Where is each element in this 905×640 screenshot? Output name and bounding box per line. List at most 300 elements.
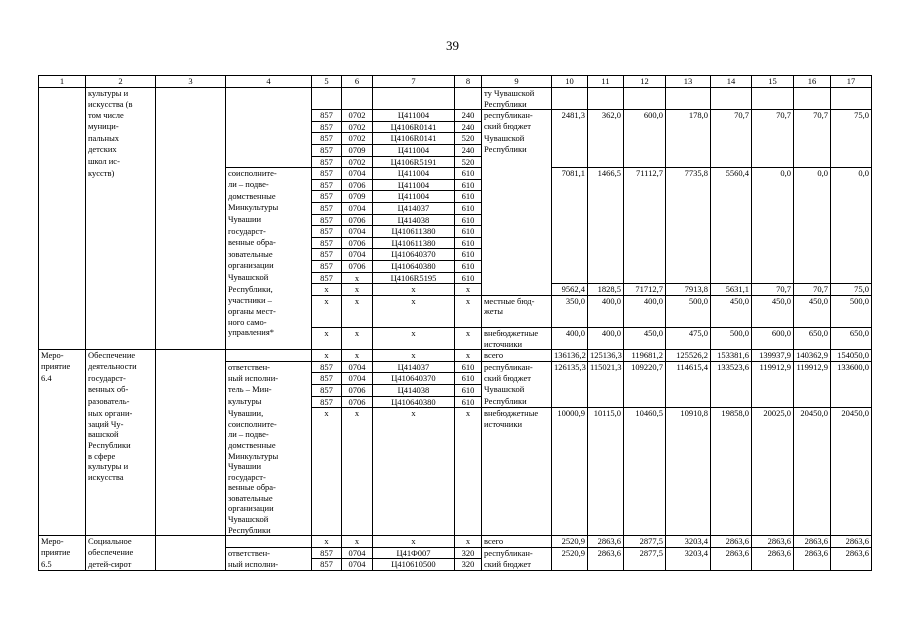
table-cell bbox=[624, 99, 666, 110]
table-cell: зовательные bbox=[226, 493, 312, 504]
table-cell: 70,7 bbox=[752, 110, 794, 122]
table-cell: x bbox=[312, 295, 342, 306]
table-cell: 10910,8 bbox=[666, 408, 711, 419]
table-cell bbox=[624, 214, 666, 226]
table-cell bbox=[342, 306, 373, 317]
table-row bbox=[39, 156, 872, 168]
table-cell bbox=[86, 179, 156, 191]
table-cell bbox=[624, 419, 666, 430]
table-cell bbox=[455, 461, 482, 472]
table-cell bbox=[624, 472, 666, 483]
table-row bbox=[39, 514, 872, 525]
table-cell: домственные bbox=[226, 191, 312, 203]
table-cell: 115021,3 bbox=[588, 361, 624, 373]
table-cell: 2863,6 bbox=[831, 547, 872, 559]
table-cell bbox=[752, 559, 794, 571]
table-cell bbox=[624, 339, 666, 350]
table-cell: 362,0 bbox=[588, 110, 624, 122]
table-row bbox=[39, 327, 872, 338]
table-row bbox=[39, 461, 872, 472]
table-cell: жеты bbox=[482, 306, 552, 317]
table-cell bbox=[39, 525, 86, 536]
table-cell: Минкультуры bbox=[226, 202, 312, 214]
column-header: 8 bbox=[455, 76, 482, 88]
table-cell: 400,0 bbox=[588, 327, 624, 338]
table-cell bbox=[624, 121, 666, 133]
table-cell bbox=[39, 168, 86, 180]
table-cell bbox=[624, 191, 666, 203]
table-cell bbox=[831, 306, 872, 317]
table-cell bbox=[831, 396, 872, 408]
table-cell: 650,0 bbox=[794, 327, 831, 338]
table-cell: 10115,0 bbox=[588, 408, 624, 419]
table-cell: 450,0 bbox=[752, 295, 794, 306]
table-cell bbox=[794, 272, 831, 284]
table-cell bbox=[552, 202, 588, 214]
table-cell bbox=[455, 419, 482, 430]
table-cell bbox=[752, 249, 794, 261]
table-cell: 7081,1 bbox=[552, 168, 588, 180]
table-cell bbox=[39, 408, 86, 419]
table-cell: 2520,9 bbox=[552, 536, 588, 548]
table-cell bbox=[86, 339, 156, 350]
table-cell bbox=[373, 429, 455, 440]
table-cell bbox=[666, 191, 711, 203]
table-cell bbox=[455, 306, 482, 317]
table-cell: 2863,6 bbox=[794, 547, 831, 559]
table-cell: организации bbox=[226, 260, 312, 272]
table-cell bbox=[794, 482, 831, 493]
table-cell bbox=[794, 191, 831, 203]
table-cell bbox=[752, 339, 794, 350]
table-cell bbox=[86, 525, 156, 536]
table-cell bbox=[794, 260, 831, 272]
table-cell bbox=[666, 226, 711, 238]
table-cell: 0704 bbox=[342, 361, 373, 373]
table-cell bbox=[588, 99, 624, 110]
table-cell: ответствен- bbox=[226, 361, 312, 373]
table-cell bbox=[156, 168, 226, 180]
table-cell: 20025,0 bbox=[752, 408, 794, 419]
table-cell: 2877,5 bbox=[624, 547, 666, 559]
table-cell bbox=[752, 384, 794, 396]
table-cell bbox=[794, 461, 831, 472]
table-cell bbox=[831, 272, 872, 284]
table-cell bbox=[588, 179, 624, 191]
table-cell bbox=[831, 317, 872, 328]
table-cell bbox=[373, 440, 455, 451]
table-cell bbox=[752, 237, 794, 249]
table-cell bbox=[624, 373, 666, 385]
table-cell bbox=[312, 317, 342, 328]
table-cell: 178,0 bbox=[666, 110, 711, 122]
table-cell: зовательные bbox=[226, 249, 312, 261]
table-cell bbox=[342, 482, 373, 493]
table-cell: Социальное bbox=[86, 536, 156, 548]
table-cell bbox=[552, 133, 588, 145]
table-cell: ный исполни- bbox=[226, 559, 312, 571]
table-cell: 5560,4 bbox=[711, 168, 752, 180]
budget-table bbox=[38, 75, 872, 571]
table-cell bbox=[552, 451, 588, 462]
table-cell bbox=[588, 249, 624, 261]
table-cell: ли – подве- bbox=[226, 429, 312, 440]
table-cell: внебюджетные bbox=[482, 408, 552, 419]
table-cell bbox=[666, 88, 711, 99]
table-cell bbox=[312, 99, 342, 110]
table-cell: 0709 bbox=[342, 191, 373, 203]
table-cell: 139937,9 bbox=[752, 350, 794, 362]
table-cell: органы мест- bbox=[226, 306, 312, 317]
table-cell bbox=[711, 373, 752, 385]
table-cell: ли – подве- bbox=[226, 179, 312, 191]
table-cell: ский бюджет bbox=[482, 121, 552, 133]
table-cell: республикан- bbox=[482, 547, 552, 559]
table-cell bbox=[39, 237, 86, 249]
table-cell: x bbox=[342, 350, 373, 362]
table-cell bbox=[39, 503, 86, 514]
table-cell bbox=[794, 156, 831, 168]
column-header: 4 bbox=[226, 76, 312, 88]
table-cell bbox=[226, 144, 312, 156]
table-cell bbox=[831, 144, 872, 156]
table-cell bbox=[39, 110, 86, 122]
table-cell bbox=[156, 284, 226, 296]
table-cell bbox=[588, 440, 624, 451]
table-cell bbox=[588, 144, 624, 156]
table-cell bbox=[39, 226, 86, 238]
table-cell: 2863,6 bbox=[711, 547, 752, 559]
table-row bbox=[39, 350, 872, 362]
table-cell: 0706 bbox=[342, 396, 373, 408]
table-cell bbox=[588, 339, 624, 350]
table-cell: всего bbox=[482, 350, 552, 362]
table-cell bbox=[711, 179, 752, 191]
table-cell bbox=[552, 472, 588, 483]
table-cell bbox=[39, 121, 86, 133]
table-cell bbox=[624, 237, 666, 249]
table-cell bbox=[39, 88, 86, 99]
table-cell: 3203,4 bbox=[666, 536, 711, 548]
table-cell bbox=[831, 156, 872, 168]
table-row bbox=[39, 559, 872, 571]
table-cell bbox=[156, 461, 226, 472]
table-cell bbox=[39, 156, 86, 168]
table-cell bbox=[312, 429, 342, 440]
table-cell: ного само- bbox=[226, 317, 312, 328]
table-cell: 0706 bbox=[342, 237, 373, 249]
table-cell bbox=[552, 482, 588, 493]
table-cell bbox=[86, 260, 156, 272]
table-cell bbox=[831, 214, 872, 226]
table-cell: 857 bbox=[312, 133, 342, 145]
table-cell bbox=[342, 317, 373, 328]
table-cell bbox=[156, 396, 226, 408]
table-cell bbox=[711, 226, 752, 238]
table-cell bbox=[752, 121, 794, 133]
table-cell: Обеспечение bbox=[86, 350, 156, 362]
table-row bbox=[39, 110, 872, 122]
table-cell: 2481,3 bbox=[552, 110, 588, 122]
table-cell bbox=[624, 317, 666, 328]
table-row bbox=[39, 226, 872, 238]
table-cell: 140362,9 bbox=[794, 350, 831, 362]
table-cell bbox=[342, 451, 373, 462]
table-cell bbox=[624, 482, 666, 493]
table-cell bbox=[666, 440, 711, 451]
table-cell: 610 bbox=[455, 384, 482, 396]
table-row bbox=[39, 440, 872, 451]
table-cell: 153381,6 bbox=[711, 350, 752, 362]
table-cell bbox=[312, 339, 342, 350]
table-cell: 0,0 bbox=[752, 168, 794, 180]
table-cell bbox=[373, 419, 455, 430]
column-header: 5 bbox=[312, 76, 342, 88]
table-cell bbox=[794, 144, 831, 156]
table-cell bbox=[711, 144, 752, 156]
table-cell bbox=[552, 373, 588, 385]
table-cell: государст- bbox=[226, 226, 312, 238]
table-cell: том числе bbox=[86, 110, 156, 122]
table-cell bbox=[588, 133, 624, 145]
table-cell bbox=[226, 156, 312, 168]
table-cell: 500,0 bbox=[666, 295, 711, 306]
table-cell: внебюджетные bbox=[482, 327, 552, 338]
table-row bbox=[39, 179, 872, 191]
table-cell: 857 bbox=[312, 547, 342, 559]
table-cell: муници- bbox=[86, 121, 156, 133]
table-cell: государст- bbox=[86, 373, 156, 385]
table-cell: 0704 bbox=[342, 202, 373, 214]
table-cell bbox=[794, 429, 831, 440]
table-cell: 610 bbox=[455, 260, 482, 272]
table-cell bbox=[312, 482, 342, 493]
table-cell bbox=[624, 396, 666, 408]
table-cell bbox=[226, 350, 312, 362]
table-cell: 0704 bbox=[342, 168, 373, 180]
table-cell bbox=[794, 525, 831, 536]
table-cell bbox=[226, 121, 312, 133]
table-cell bbox=[342, 429, 373, 440]
table-cell bbox=[794, 419, 831, 430]
table-cell bbox=[39, 493, 86, 504]
table-cell bbox=[156, 472, 226, 483]
table-cell: 610 bbox=[455, 214, 482, 226]
table-cell bbox=[794, 214, 831, 226]
table-cell bbox=[312, 461, 342, 472]
table-cell: ных органи- bbox=[86, 408, 156, 419]
table-row bbox=[39, 419, 872, 430]
table-cell bbox=[831, 451, 872, 462]
table-cell bbox=[373, 451, 455, 462]
table-cell bbox=[831, 482, 872, 493]
table-cell bbox=[156, 144, 226, 156]
table-cell: 857 bbox=[312, 260, 342, 272]
table-cell bbox=[156, 202, 226, 214]
table-cell: 520 bbox=[455, 156, 482, 168]
table-row bbox=[39, 493, 872, 504]
table-cell bbox=[156, 226, 226, 238]
table-cell bbox=[156, 482, 226, 493]
table-cell bbox=[831, 133, 872, 145]
table-cell: 610 bbox=[455, 373, 482, 385]
table-cell bbox=[39, 260, 86, 272]
table-cell: 857 bbox=[312, 144, 342, 156]
table-cell bbox=[156, 350, 226, 362]
table-cell bbox=[39, 144, 86, 156]
column-header: 9 bbox=[482, 76, 552, 88]
table-cell: x bbox=[455, 284, 482, 296]
table-cell bbox=[455, 514, 482, 525]
table-cell bbox=[482, 525, 552, 536]
table-cell bbox=[711, 472, 752, 483]
table-cell bbox=[39, 514, 86, 525]
column-header: 12 bbox=[624, 76, 666, 88]
table-row bbox=[39, 472, 872, 483]
table-cell: школ ис- bbox=[86, 156, 156, 168]
table-cell bbox=[552, 306, 588, 317]
table-cell bbox=[373, 472, 455, 483]
table-cell: Ц4106R5195 bbox=[373, 272, 455, 284]
table-cell bbox=[752, 373, 794, 385]
table-cell bbox=[86, 482, 156, 493]
table-cell bbox=[342, 461, 373, 472]
table-cell: Ц410640380 bbox=[373, 396, 455, 408]
table-cell bbox=[831, 493, 872, 504]
table-cell bbox=[156, 493, 226, 504]
table-cell bbox=[588, 451, 624, 462]
table-cell bbox=[666, 373, 711, 385]
table-cell: 0704 bbox=[342, 249, 373, 261]
table-cell bbox=[666, 133, 711, 145]
table-cell: x bbox=[455, 327, 482, 338]
table-cell: 70,7 bbox=[711, 110, 752, 122]
table-cell bbox=[455, 493, 482, 504]
table-cell bbox=[156, 156, 226, 168]
table-cell bbox=[666, 503, 711, 514]
table-cell bbox=[624, 133, 666, 145]
table-cell bbox=[831, 99, 872, 110]
table-cell bbox=[666, 260, 711, 272]
table-cell: детей-сирот bbox=[86, 559, 156, 571]
table-cell bbox=[624, 384, 666, 396]
table-cell bbox=[455, 472, 482, 483]
table-cell: 119912,9 bbox=[752, 361, 794, 373]
table-cell bbox=[455, 503, 482, 514]
table-cell bbox=[752, 133, 794, 145]
table-cell bbox=[156, 419, 226, 430]
table-cell bbox=[312, 88, 342, 99]
table-cell bbox=[588, 396, 624, 408]
table-cell bbox=[552, 226, 588, 238]
table-cell bbox=[711, 191, 752, 203]
table-cell: 71712,7 bbox=[624, 284, 666, 296]
column-header: 11 bbox=[588, 76, 624, 88]
table-cell: пальных bbox=[86, 133, 156, 145]
table-cell: 400,0 bbox=[624, 295, 666, 306]
table-cell bbox=[666, 451, 711, 462]
table-cell: 2863,6 bbox=[588, 547, 624, 559]
table-cell bbox=[794, 306, 831, 317]
table-cell bbox=[342, 99, 373, 110]
table-cell bbox=[552, 339, 588, 350]
table-cell bbox=[482, 272, 552, 284]
table-cell bbox=[711, 249, 752, 261]
table-cell bbox=[752, 525, 794, 536]
table-cell: 136136,2 bbox=[552, 350, 588, 362]
table-cell bbox=[752, 156, 794, 168]
table-row bbox=[39, 284, 872, 296]
table-cell: 0,0 bbox=[831, 168, 872, 180]
table-cell bbox=[373, 525, 455, 536]
table-cell bbox=[666, 202, 711, 214]
table-cell bbox=[794, 396, 831, 408]
table-cell: Ц41Ф007 bbox=[373, 547, 455, 559]
table-row bbox=[39, 260, 872, 272]
table-cell bbox=[552, 440, 588, 451]
table-cell: 2863,6 bbox=[752, 547, 794, 559]
table-cell bbox=[39, 249, 86, 261]
table-cell: 119681,2 bbox=[624, 350, 666, 362]
table-cell bbox=[86, 295, 156, 306]
table-cell: 2863,6 bbox=[588, 536, 624, 548]
table-cell: местные бюд- bbox=[482, 295, 552, 306]
table-cell bbox=[588, 514, 624, 525]
table-cell bbox=[794, 559, 831, 571]
table-cell: 475,0 bbox=[666, 327, 711, 338]
table-cell bbox=[226, 110, 312, 122]
table-row bbox=[39, 339, 872, 350]
table-cell: искусства bbox=[86, 472, 156, 483]
table-cell bbox=[752, 503, 794, 514]
table-cell: x bbox=[455, 350, 482, 362]
table-cell bbox=[666, 99, 711, 110]
table-cell bbox=[156, 514, 226, 525]
table-cell bbox=[711, 559, 752, 571]
table-cell bbox=[588, 88, 624, 99]
table-cell bbox=[342, 88, 373, 99]
table-cell bbox=[39, 384, 86, 396]
table-cell bbox=[312, 306, 342, 317]
table-cell bbox=[312, 525, 342, 536]
table-cell bbox=[588, 384, 624, 396]
table-cell: культуры и bbox=[86, 88, 156, 99]
table-cell bbox=[831, 472, 872, 483]
table-cell: государст- bbox=[226, 472, 312, 483]
table-cell: 0706 bbox=[342, 260, 373, 272]
table-cell bbox=[711, 214, 752, 226]
table-cell bbox=[666, 396, 711, 408]
table-cell bbox=[711, 419, 752, 430]
table-cell bbox=[624, 249, 666, 261]
table-cell: организации bbox=[226, 503, 312, 514]
table-cell bbox=[342, 503, 373, 514]
table-cell bbox=[482, 503, 552, 514]
table-cell bbox=[552, 503, 588, 514]
table-cell bbox=[794, 202, 831, 214]
table-cell: 857 bbox=[312, 121, 342, 133]
table-cell: 5631,1 bbox=[711, 284, 752, 296]
table-cell: Ц414038 bbox=[373, 214, 455, 226]
table-cell: 0704 bbox=[342, 547, 373, 559]
table-cell bbox=[156, 429, 226, 440]
table-cell: 20450,0 bbox=[831, 408, 872, 419]
table-cell: Чувашской bbox=[482, 384, 552, 396]
table-cell bbox=[373, 514, 455, 525]
table-row bbox=[39, 503, 872, 514]
table-cell: x bbox=[312, 408, 342, 419]
table-cell: венные обра- bbox=[226, 482, 312, 493]
